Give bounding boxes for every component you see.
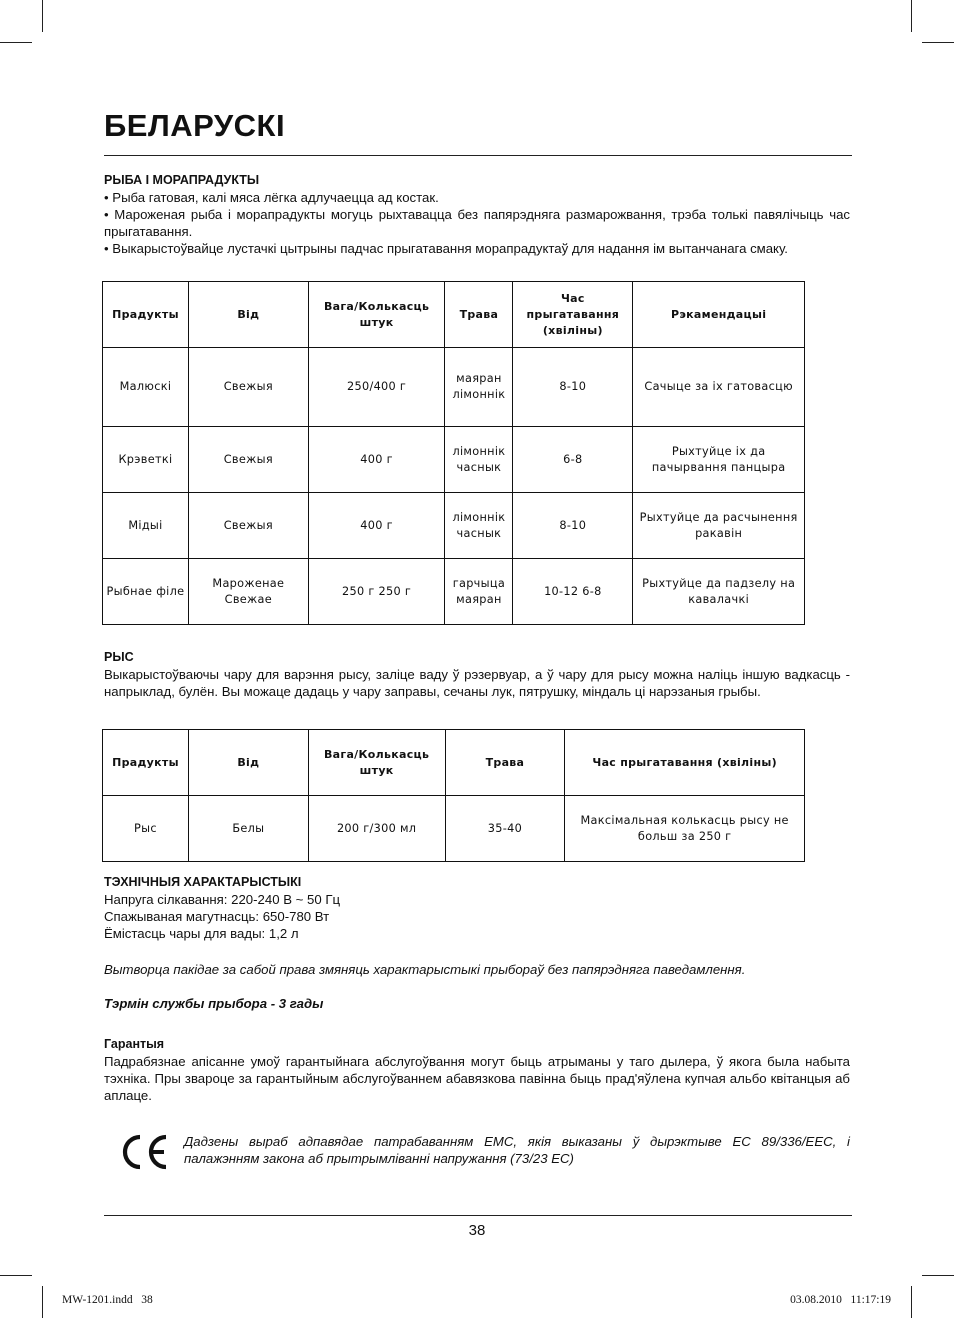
specs-note: Вытворца пакідае за сабой права змяняць характарыстыкі прыбораў без папярэдняга паведамлення. (104, 962, 746, 977)
warranty-section (104, 1036, 850, 1104)
table-row (103, 348, 805, 427)
table-cell: лімоннік часнык (445, 493, 513, 559)
header-cell: Рэкамендацыі (633, 282, 805, 348)
header-cell: Вага/Колькасць штук (308, 730, 445, 796)
specs-section (104, 874, 850, 942)
fish-bullet: • Выкарыстоўвайце лустачкі цытрыны падчас прыгатавання морапрадуктаў для надання ім вытанчанага смаку. (104, 241, 788, 256)
header-cell: Вага/Колькасць штук (308, 282, 445, 348)
rice-section (104, 649, 850, 700)
table-cell: Крэветкі (103, 427, 189, 493)
table-row (103, 427, 805, 493)
table-cell: 400 г (308, 427, 445, 493)
table-cell: Малюскі (103, 348, 189, 427)
table-row (103, 796, 805, 862)
service-life: Тэрмін службы прыбора - 3 гады (104, 996, 324, 1011)
crop-mark (911, 0, 912, 32)
ce-text: Дадзены выраб адпавядае патрабаванням EMC, якія выказаны ў дырэктыве ЕС 89/336/EEC, і палажэнням закона аб прытрымліванні напружання (73/23 EC) (184, 1134, 850, 1166)
warranty-heading: Гарантыя (104, 1037, 165, 1051)
table-row (103, 559, 805, 625)
crop-mark (0, 42, 32, 43)
crop-mark (42, 1286, 43, 1318)
table-cell: 8-10 (513, 493, 633, 559)
table-cell: Рыбнае філе (103, 559, 189, 625)
fish-heading: РЫБА І МОРАПРАДУКТЫ (104, 173, 260, 187)
table-header-row (103, 282, 805, 348)
warranty-text: Падрабязнае апісанне умоў гарантыйнага абслугоўвання могут быць атрыманы у таго дылера, ў якога была набыта тэхніка. Пры звароце за гарантыйным абслугоўваннем абавязкова павінна быць прад'яўлена купчая альбо квітанцыя аб аплаце. (104, 1054, 850, 1103)
table-cell: лімоннік часнык (445, 427, 513, 493)
crop-mark (0, 1275, 32, 1276)
table-cell: Свежыя (188, 493, 308, 559)
crop-mark (911, 1286, 912, 1318)
specs-heading: ТЭХНІЧНЫЯ ХАРАКТАРЫСТЫКІ (104, 875, 302, 889)
header-cell: Трава (445, 730, 565, 796)
fish-table (102, 281, 805, 625)
table-cell: 10-12 6-8 (513, 559, 633, 625)
footer-rule (104, 1215, 852, 1216)
header-cell: Від (188, 282, 308, 348)
page-number: 38 (468, 1222, 486, 1239)
crop-mark (922, 42, 954, 43)
header-cell: Трава (445, 282, 513, 348)
spec-line: Спажываная магутнасць: 650-780 Вт (104, 909, 330, 924)
table-cell: Мароженае Свежае (188, 559, 308, 625)
fish-bullet: • Мароженая рыба і морапрадукты могуць рыхтавацца без папярэдняга размарожвання, трэба толькі павялічыць час прыгатавання. (104, 207, 850, 239)
crop-mark (922, 1275, 954, 1276)
table-row (103, 493, 805, 559)
table-cell: Свежыя (188, 427, 308, 493)
file-slug: MW-1201.indd 38 (62, 1294, 153, 1306)
header-cell: Прадукты (103, 730, 189, 796)
table-cell: Рыхтуйце да расчынення ракавін (633, 493, 805, 559)
page-title: БЕЛАРУСКІ (104, 108, 286, 143)
datetime-slug: 03.08.2010 11:17:19 (790, 1294, 891, 1306)
table-cell: Мідыі (103, 493, 189, 559)
table-cell: 200 г/300 мл (308, 796, 445, 862)
table-cell: Рыхтуйце іх да пачырвання панцыра (633, 427, 805, 493)
table-cell: 250/400 г (308, 348, 445, 427)
table-cell: маяран лімоннік (445, 348, 513, 427)
header-cell: Час прыгатавання (хвіліны) (513, 282, 633, 348)
rice-text: Выкарыстоўваючы чару для варэння рысу, заліце ваду ў рэзервуар, а ў чару для рысу можна наліць іншую вадкасць - напрыклад, булён. Вы можаце дадаць у чару заправы, сечаны лук, пятрушку, міндаль ці нарэзаныя грыбы. (104, 667, 850, 699)
rice-table (102, 729, 805, 862)
table-cell: 35-40 (445, 796, 565, 862)
table-cell: 250 г 250 г (308, 559, 445, 625)
table-cell: Свежыя (188, 348, 308, 427)
table-cell: Рыхтуйце да падзелу на кавалачкі (633, 559, 805, 625)
table-cell: гарчыца маяран (445, 559, 513, 625)
spec-line: Ёмістасць чары для вады: 1,2 л (104, 926, 299, 941)
crop-mark (42, 0, 43, 32)
header-cell: Прадукты (103, 282, 189, 348)
fish-bullet: • Рыба гатовая, калі мяса лёгка адлучаецца ад костак. (104, 190, 439, 205)
spec-line: Напруга сілкавання: 220-240 В ~ 50 Гц (104, 892, 341, 907)
table-cell: Максімальная колькасць рысу не больш за 250 г (565, 796, 805, 862)
title-rule (104, 155, 852, 156)
table-header-row (103, 730, 805, 796)
table-cell: Рыс (103, 796, 189, 862)
ce-mark-icon (118, 1133, 170, 1171)
table-cell: Белы (188, 796, 308, 862)
header-cell: Від (188, 730, 308, 796)
table-cell: 400 г (308, 493, 445, 559)
header-cell: Час прыгатавання (хвіліны) (565, 730, 805, 796)
table-cell: 8-10 (513, 348, 633, 427)
table-cell: Сачыце за іх гатовасцю (633, 348, 805, 427)
fish-section (104, 172, 850, 257)
table-cell: 6-8 (513, 427, 633, 493)
rice-heading: РЫС (104, 650, 134, 664)
